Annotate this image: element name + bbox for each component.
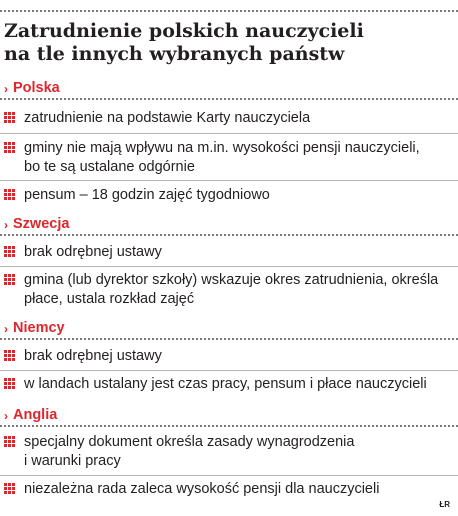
section-header-niemcy (0, 320, 458, 340)
section-header-szwecja (0, 216, 458, 236)
title-line-2: na tle innych wybranych państw (4, 43, 345, 65)
section-title: Polska (13, 80, 60, 96)
item-text: brak odrębnej ustawy (24, 244, 162, 260)
grid-bullet-icon (4, 436, 15, 447)
item-text: niezależna rada zaleca wysokość pensji dla nauczycieli (24, 481, 380, 497)
item-separator (0, 370, 458, 371)
section-header-polska (0, 80, 458, 100)
item-text: specjalny dokument określa zasady wynagrodzenia i warunki pracy (24, 434, 355, 469)
item-text: pensum – 18 godzin zajęć tygodniowo (24, 187, 270, 203)
grid-bullet-icon (4, 142, 15, 153)
top-rule (0, 10, 458, 12)
page-title (4, 20, 444, 66)
item-text: zatrudnienie na podstawie Karty nauczyciela (24, 110, 311, 126)
section-title: Niemcy (13, 320, 65, 336)
chevron-right-icon: › (4, 82, 8, 96)
chevron-right-icon: › (4, 322, 8, 336)
grid-bullet-icon (4, 378, 15, 389)
item-text: w landach ustalany jest czas pracy, pensum i płace nauczycieli (24, 376, 427, 392)
item-separator (0, 180, 458, 181)
grid-bullet-icon (4, 274, 15, 285)
item-separator (0, 266, 458, 267)
grid-bullet-icon (4, 112, 15, 123)
chevron-right-icon: › (4, 218, 8, 232)
grid-bullet-icon (4, 246, 15, 257)
section-header-anglia (0, 407, 458, 427)
item-text: gminy nie mają wpływu na m.in. wysokości pensji nauczycieli, bo te są ustalane odgórnie (24, 140, 420, 175)
chevron-right-icon: › (4, 409, 8, 423)
item-text: brak odrębnej ustawy (24, 348, 162, 364)
item-text: gmina (lub dyrektor szkoły) wskazuje okres zatrudnienia, określa płace, ustala rozkład zajęć (24, 272, 439, 307)
item-separator (0, 133, 458, 134)
section-title: Szwecja (13, 216, 70, 232)
grid-bullet-icon (4, 350, 15, 361)
grid-bullet-icon (4, 189, 15, 200)
section-title: Anglia (13, 407, 58, 423)
title-line-1: Zatrudnienie polskich nauczycieli (4, 20, 364, 42)
item-separator (0, 475, 458, 476)
grid-bullet-icon (4, 483, 15, 494)
author-credit: ŁR (439, 500, 450, 509)
